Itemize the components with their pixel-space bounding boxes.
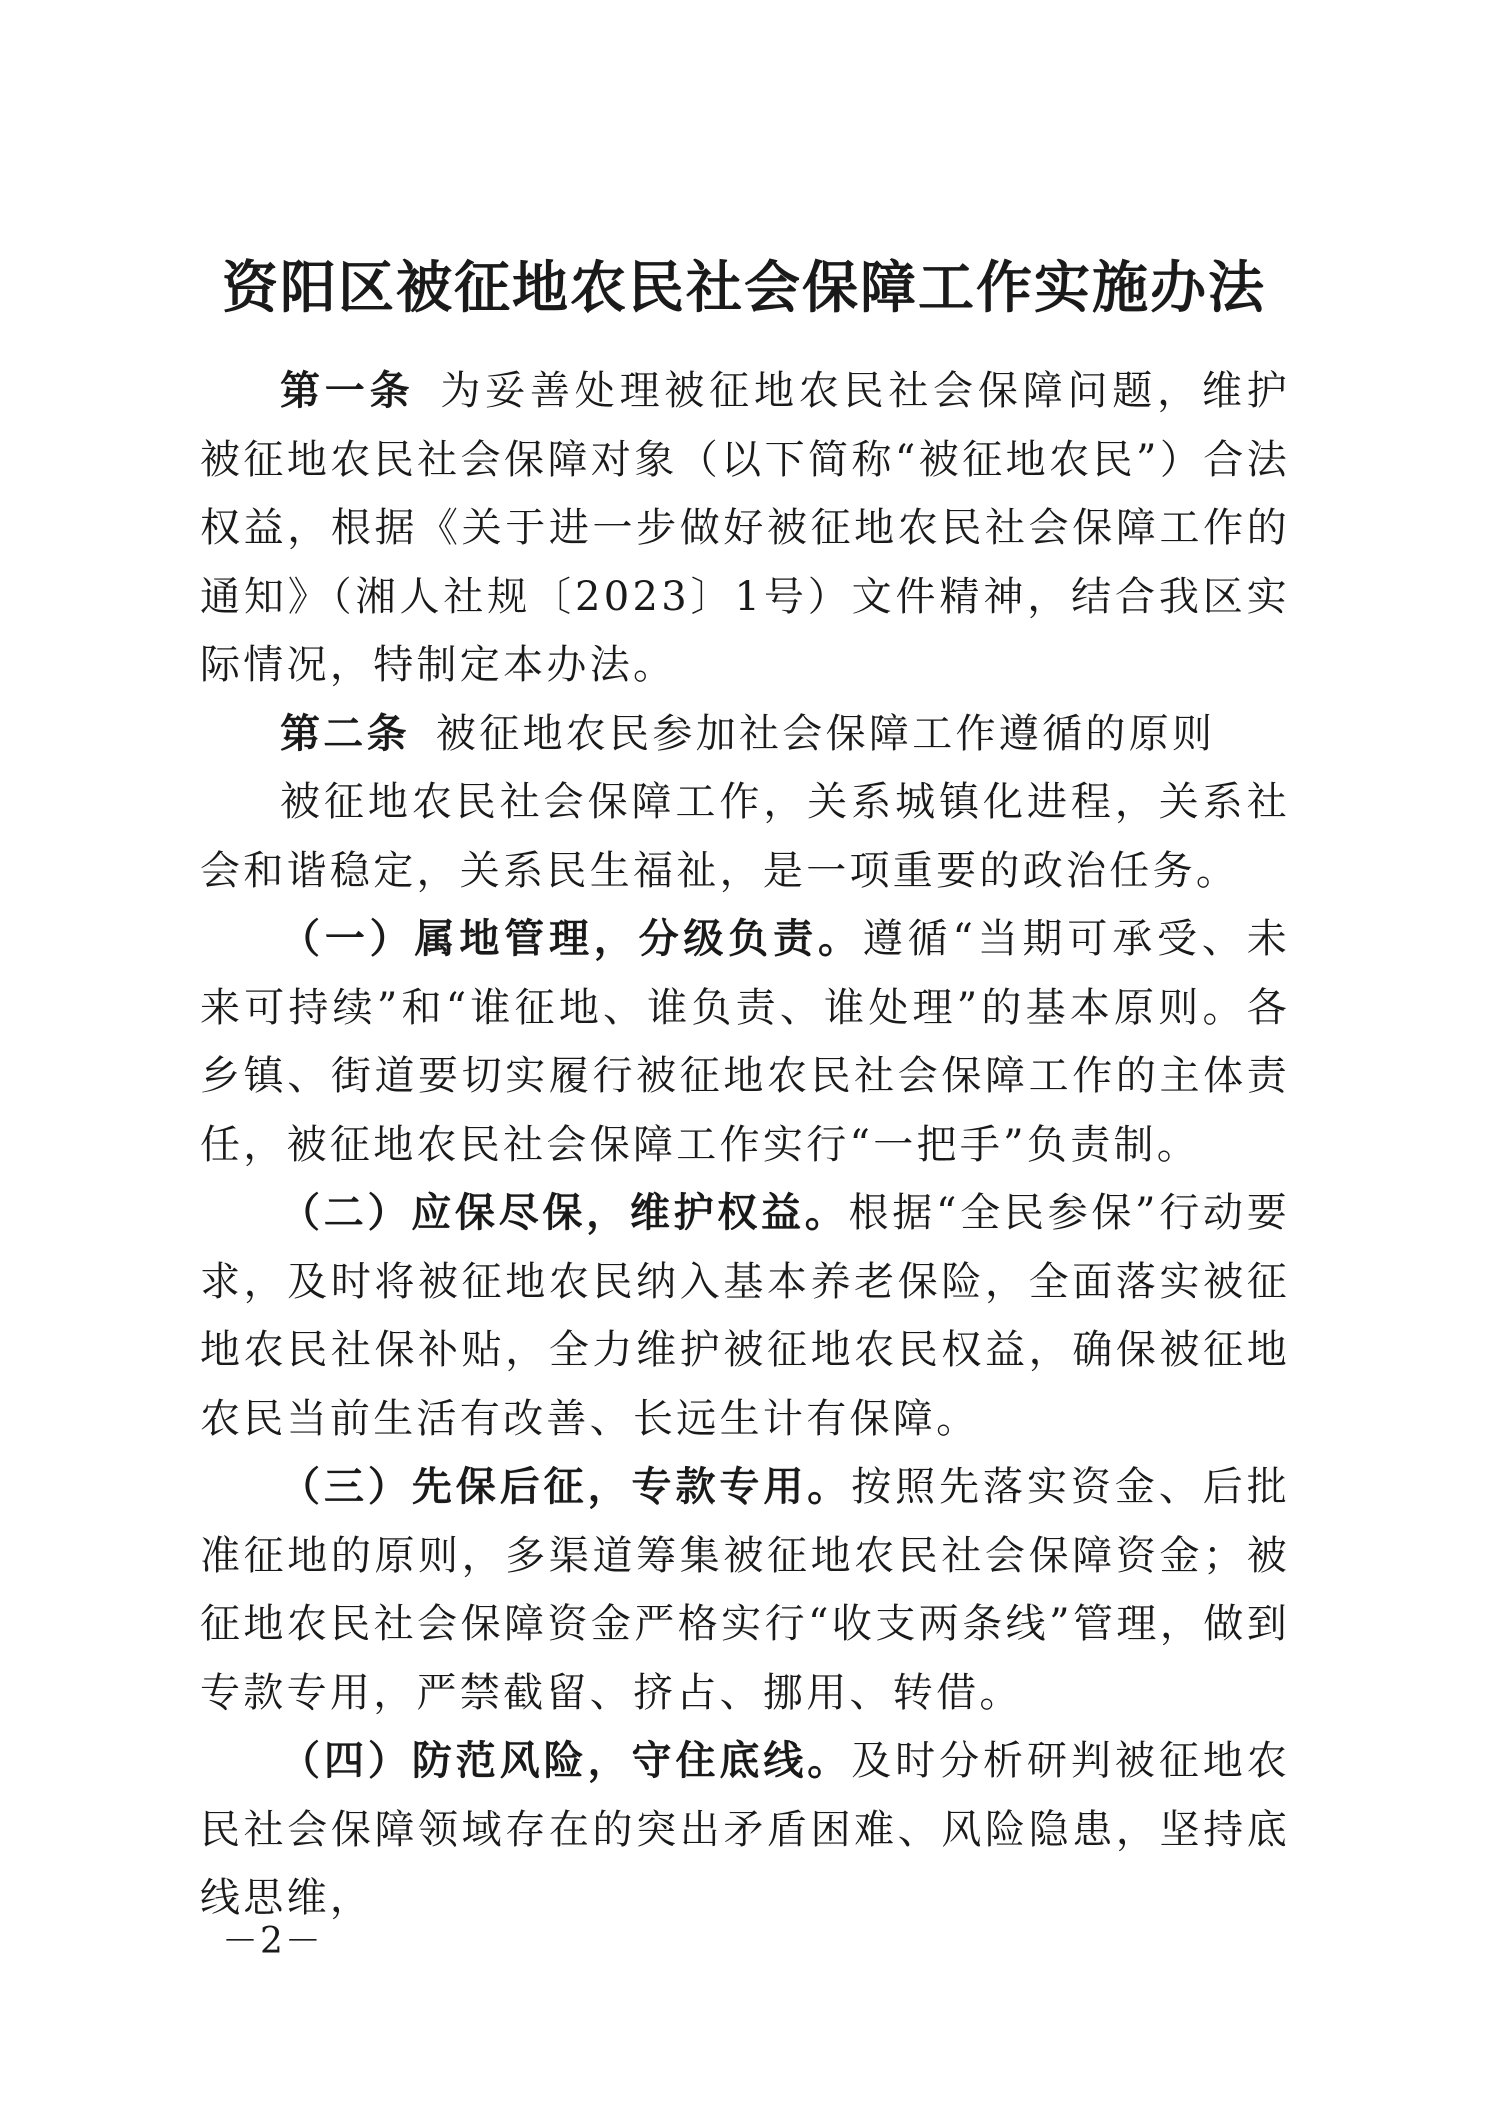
principle-2-heading: （二）应保尽保，维护权益。 (280, 1189, 849, 1236)
document-body (200, 357, 1290, 1933)
article-2-intro-paragraph (200, 768, 1290, 905)
page-number: －2－ (222, 1921, 323, 1962)
article-2-intro-text: 被征地农民社会保障工作，关系城镇化进程，关系社会和谐稳定，关系民生福祉，是一项重要的政治任务。 (200, 779, 1290, 894)
principle-2-text: 根据“全民参保”行动要求，及时将被征地农民纳入基本养老保险，全面落实被征地农民社保补贴，全力维护被征地农民权益，确保被征地农民当前生活有改善、长远生计有保障。 (200, 1190, 1290, 1442)
principle-1-text: 遵循“当期可承受、未来可持续”和“谁征地、谁负责、谁处理”的基本原则。各乡镇、街道要切实履行被征地农民社会保障工作的主体责任，被征地农民社会保障工作实行“一把手”负责制。 (200, 916, 1290, 1168)
principle-4-text: 及时分析研判被征地农民社会保障领域存在的突出矛盾困难、风险隐患，坚持底线思维， (200, 1738, 1290, 1921)
principle-2-paragraph (200, 1179, 1290, 1453)
principle-4-heading: （四）防范风险，守住底线。 (280, 1737, 852, 1784)
article-2-text: 被征地农民参加社会保障工作遵循的原则 (435, 710, 1216, 757)
article-1-text: 为妥善处理被征地农民社会保障问题，维护被征地农民社会保障对象（以下简称“被征地农民”）合法权益，根据《关于进一步做好被征地农民社会保障工作的通知》（湘人社规〔2023〕1号）文件精神，结合我区实际情况，特制定本办法。 (200, 368, 1290, 688)
principle-3-paragraph (200, 1453, 1290, 1727)
document-title: 资阳区被征地农民社会保障工作实施办法 (222, 254, 1266, 321)
principle-1-heading: （一）属地管理，分级负责。 (280, 915, 863, 962)
principle-3-text: 按照先落实资金、后批准征地的原则，多渠道筹集被征地农民社会保障资金；被征地农民社会保障资金严格实行“收支两条线”管理，做到专款专用，严禁截留、挤占、挪用、转借。 (200, 1464, 1290, 1716)
principle-4-paragraph (200, 1727, 1290, 1933)
article-1-heading: 第一条 (280, 368, 415, 414)
article-2-paragraph (200, 700, 1290, 769)
article-2-heading: 第二条 (280, 710, 410, 757)
principle-1-paragraph (200, 905, 1290, 1179)
article-1-paragraph (200, 357, 1290, 700)
principle-3-heading: （三）先保后征，专款专用。 (280, 1463, 852, 1510)
